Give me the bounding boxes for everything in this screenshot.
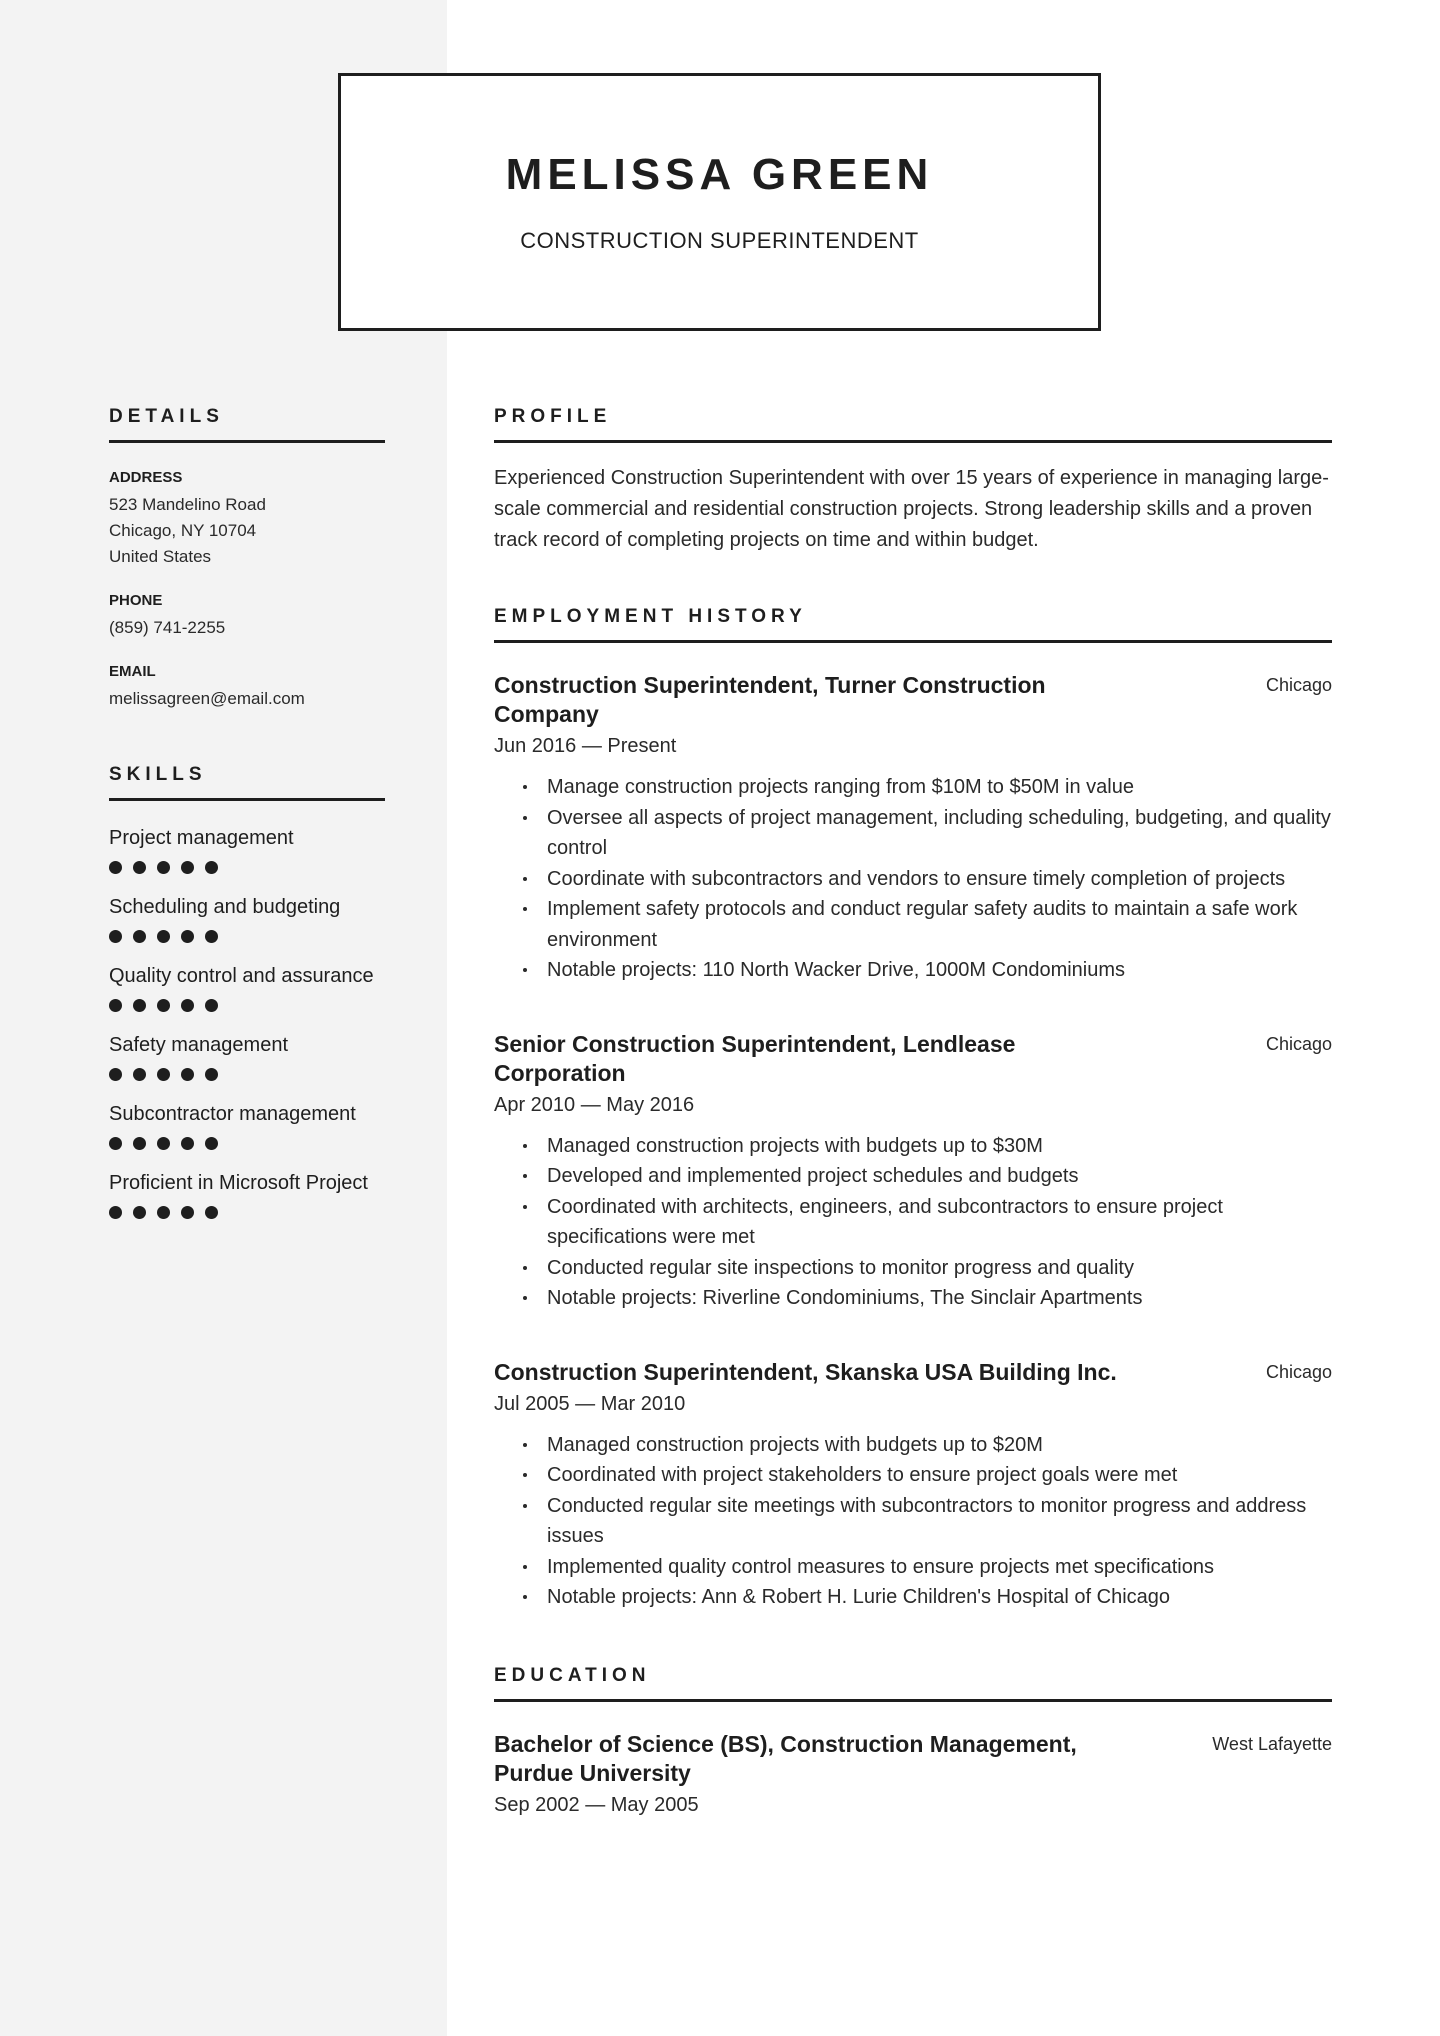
address-line: 523 Mandelino Road [109,495,266,514]
skill-name: Quality control and assurance [109,965,374,987]
sidebar [109,406,385,1219]
skill-level-dot [109,1137,122,1150]
skill-level-dots [109,861,385,874]
main-content [494,406,1332,1817]
bullet-icon [523,1565,527,1569]
skill-level-dot [133,999,146,1012]
phone-label: PHONE [109,592,163,609]
skill-level-dot [205,861,218,874]
degree-title: Bachelor of Science (BS), Construction Management, Purdue University [494,1730,1077,1786]
skill-level-dot [181,999,194,1012]
phone-number: (859) 741-2255 [109,618,226,637]
job-bullet [494,864,1332,895]
skill-level-dot [157,861,170,874]
bullet-icon [523,1205,527,1209]
skill-level-dot [133,1137,146,1150]
bullet-icon [523,877,527,881]
bullet-icon [523,1504,527,1508]
skill-level-dot [133,930,146,943]
bullet-text: Notable projects: 110 North Wacker Drive, 1000M Condominiums [547,959,1126,981]
profile-text: Experienced Construction Superintendent with over 15 years of experience in managing large-scale commercial and residential construction projects. Strong leadership skills and a proven track record of completing projects on time and within budget. [494,467,1329,551]
bullet-icon [523,1595,527,1599]
skill-level-dot [133,1206,146,1219]
skill-level-dot [181,1137,194,1150]
job-header [494,1030,1332,1088]
job-bullet [494,955,1332,986]
skill-level-dot [109,930,122,943]
job-bullet [494,1192,1332,1253]
email-address: melissagreen@email.com [109,689,305,708]
skill-name: Scheduling and budgeting [109,896,341,918]
bullet-text: Oversee all aspects of project management, including scheduling, budgeting, and quality control [547,806,1331,859]
job-header [494,1358,1332,1387]
details-heading: DETAILS [109,406,385,443]
skill-name: Safety management [109,1034,288,1056]
employment-heading: EMPLOYMENT HISTORY [494,606,1332,643]
job-title: Construction Superintendent, Skanska USA Building Inc. [494,1358,1117,1385]
skill-level-dot [205,930,218,943]
bullet-text: Developed and implemented project schedules and budgets [547,1165,1079,1187]
job-bullet [494,1460,1332,1491]
skill-level-dot [109,1068,122,1081]
job-dates: Jul 2005 — Mar 2010 [494,1392,686,1415]
job-bullets [494,1430,1332,1613]
education-dates: Sep 2002 — May 2005 [494,1793,699,1816]
bullet-icon [523,1473,527,1477]
bullet-icon [523,785,527,789]
email-label: EMAIL [109,663,156,680]
education-heading: EDUCATION [494,1665,1332,1702]
skill-name: Project management [109,827,294,849]
job-bullet [494,1430,1332,1461]
address-line: Chicago, NY 10704 [109,521,257,540]
bullet-text: Manage construction projects ranging from $10M to $50M in value [547,776,1134,798]
job-bullet [494,894,1332,955]
skill-level-dots [109,1068,385,1081]
bullet-text: Coordinate with subcontractors and vendors to ensure timely completion of projects [547,867,1286,890]
job-city: Chicago [1265,1033,1332,1054]
job-bullet [494,1131,1332,1162]
skill-level-dot [157,1206,170,1219]
bullet-icon [523,816,527,820]
skills-section [109,764,385,1219]
skill-level-dot [205,1068,218,1081]
skill-name: Proficient in Microsoft Project [109,1172,368,1194]
bullet-icon [523,1443,527,1447]
jobs-list [494,671,1332,1613]
skill-level-dot [133,861,146,874]
address-label: ADDRESS [109,469,183,486]
job-bullet [494,772,1332,803]
bullet-text: Notable projects: Ann & Robert H. Lurie Children's Hospital of Chicago [547,1586,1171,1608]
candidate-name: MELISSA GREEN [505,150,934,199]
bullet-text: Managed construction projects with budgets up to $20M [547,1433,1043,1456]
job-entry [494,1030,1332,1314]
job-bullet [494,1491,1332,1552]
bullet-text: Coordinated with architects, engineers, and subcontractors to ensure project specifications were met [547,1195,1223,1248]
job-bullet [494,1253,1332,1284]
education-city: West Lafayette [1212,1733,1332,1754]
bullet-icon [523,968,527,972]
skill-level-dot [181,930,194,943]
education-entry [494,1730,1332,1788]
skill-level-dot [133,1068,146,1081]
bullet-text: Managed construction projects with budgets up to $30M [547,1134,1043,1157]
profile-heading: PROFILE [494,406,1332,443]
education-section [494,1665,1332,1817]
skill-level-dots [109,930,385,943]
bullet-text: Implement safety protocols and conduct regular safety audits to maintain a safe work environment [547,898,1298,951]
job-bullet [494,1582,1332,1613]
bullet-text: Conducted regular site meetings with subcontractors to monitor progress and address issues [547,1494,1307,1547]
job-entry [494,1358,1332,1613]
skill-level-dot [109,1206,122,1219]
skills-heading: SKILLS [109,764,385,801]
bullet-text: Conducted regular site inspections to monitor progress and quality [547,1256,1134,1279]
skill-level-dot [157,999,170,1012]
skill-level-dot [205,1137,218,1150]
bullet-icon [523,1174,527,1178]
bullet-text: Coordinated with project stakeholders to ensure project goals were met [547,1464,1178,1486]
bullet-text: Implemented quality control measures to ensure projects met specifications [547,1555,1214,1578]
bullet-icon [523,1296,527,1300]
employment-section [494,606,1332,1613]
bullet-icon [523,1266,527,1270]
job-dates: Jun 2016 — Present [494,735,677,757]
skills-list [109,825,385,1219]
skill-level-dot [157,930,170,943]
job-bullet [494,1552,1332,1583]
skill-level-dot [157,1137,170,1150]
skill-level-dot [181,1068,194,1081]
job-bullet [494,803,1332,864]
skill-level-dot [205,999,218,1012]
bullet-icon [523,907,527,911]
skill-level-dot [109,861,122,874]
address [109,492,385,570]
skill-level-dots [109,1206,385,1219]
name-header-box [338,73,1101,331]
skill-level-dot [205,1206,218,1219]
candidate-title: CONSTRUCTION SUPERINTENDENT [520,228,919,253]
skill-level-dot [109,999,122,1012]
job-bullet [494,1161,1332,1192]
address-line: United States [109,547,212,566]
bullet-icon [523,1144,527,1148]
job-city: Chicago [1265,1361,1332,1382]
skill-level-dot [181,1206,194,1219]
job-header [494,671,1332,729]
skill-name: Subcontractor management [109,1103,356,1125]
skill-level-dots [109,1137,385,1150]
skill-level-dot [157,1068,170,1081]
skill-level-dots [109,999,385,1012]
job-bullets [494,772,1332,986]
job-dates: Apr 2010 — May 2016 [494,1093,695,1116]
job-entry [494,671,1332,986]
job-city: Chicago [1265,675,1332,695]
job-bullets [494,1131,1332,1314]
skill-level-dot [181,861,194,874]
job-title: Construction Superintendent, Turner Construction Company [494,672,1046,727]
bullet-text: Notable projects: Riverline Condominiums, The Sinclair Apartments [547,1287,1143,1309]
job-bullet [494,1283,1332,1314]
job-title: Senior Construction Superintendent, Lendlease Corporation [494,1030,1016,1086]
